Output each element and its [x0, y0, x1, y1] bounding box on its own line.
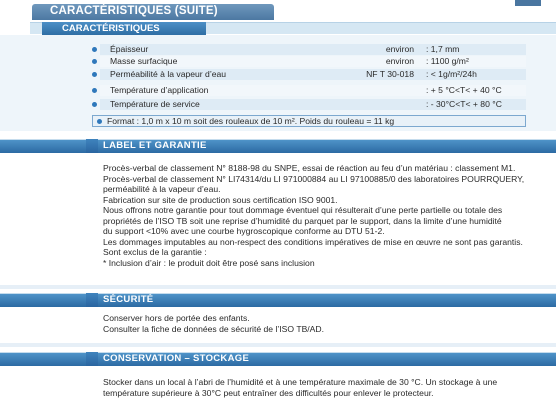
table-row — [100, 85, 526, 96]
section-header-bar — [0, 352, 556, 366]
corner-marker — [515, 0, 541, 6]
text-line: Les dommages imputables au non-respect des conditions impératives de mise en œuvre ne sont pas garantis. — [103, 236, 523, 247]
page-title-tab — [32, 4, 274, 20]
section-header-conservation — [0, 352, 556, 366]
text-line: Nous offrons notre garantie pour tout dommage éventuel qui résulterait d’une perte partielle ou totale des — [103, 205, 503, 215]
row-value: : - 30°C<T< + 80 °C — [426, 99, 502, 109]
text-line: du support <10% avec une courbe hygroscopique conforme au DTU 51-2. — [103, 226, 385, 236]
section-header-notch — [86, 139, 98, 153]
row-label: Perméabilité à la vapeur d’eau — [110, 69, 227, 79]
text-line: Sont exclus de la garantie : — [103, 247, 207, 257]
format-row — [92, 115, 526, 127]
row-condition: environ — [385, 44, 414, 54]
bullet-icon — [92, 88, 97, 93]
text-line: propriétés de l’ISO TB soit une reprise d’humidité du parquet par le support, dans la limite d’une humidité — [103, 215, 502, 226]
text-line: Conserver hors de portée des enfants. — [103, 313, 250, 323]
section-title: LABEL ET GARANTIE — [103, 140, 207, 151]
section-header-label — [0, 139, 556, 153]
section-body-label — [0, 163, 556, 275]
row-value: : < 1g/m²/24h — [426, 69, 477, 79]
section-body-conservation — [0, 377, 556, 401]
bullet-icon — [92, 59, 97, 64]
text-line: Consulter la fiche de données de sécurité de l’ISO TB/AD. — [103, 323, 325, 334]
characteristics-title: CARACTÉRISTIQUES — [62, 23, 160, 34]
section-header-securite — [0, 293, 556, 307]
bullet-icon — [97, 119, 102, 124]
bullet-icon — [92, 47, 97, 52]
row-condition: environ — [385, 56, 414, 66]
text-line: température supérieure à 30°C peut entraîner des difficultés pour enlever le protecteur. — [103, 387, 434, 398]
section-header-notch — [86, 352, 98, 366]
section-title: SÉCURITÉ — [103, 294, 154, 305]
section-body-securite — [0, 313, 556, 337]
section-header-notch — [86, 293, 98, 307]
bullet-icon — [92, 72, 97, 77]
section-header-bar — [0, 293, 556, 307]
text-line: Procès-verbal de classement N° LI74314/du LI 971000884 au LI 97100885/0 des laboratoires POURRQUERY, — [103, 173, 525, 184]
row-value: : 1,7 mm — [426, 44, 460, 54]
table-row — [100, 44, 526, 55]
characteristics-tab — [42, 22, 206, 35]
table-row — [100, 69, 526, 80]
bullet-icon — [92, 102, 97, 107]
row-condition: NF T 30-018 — [366, 69, 414, 79]
page-title: CARACTÉRISTIQUES (SUITE) — [50, 5, 218, 17]
text-line: Fabrication sur site de production sous certification ISO 9001. — [103, 194, 338, 205]
row-value: : + 5 °C<T< + 40 °C — [426, 85, 502, 95]
section-divider — [0, 343, 556, 347]
table-row — [100, 56, 526, 67]
row-label: Température de service — [110, 99, 200, 109]
row-label: Épaisseur — [110, 44, 149, 54]
text-line: * Inclusion d’air : le produit doit être posé sans inclusion — [103, 257, 315, 268]
text-line: perméabilité à la vapeur d’eau. — [103, 184, 221, 194]
section-title: CONSERVATION – STOCKAGE — [103, 353, 250, 364]
text-line: Procès-verbal de classement N° 8188-98 du SNPE, essai de réaction au feu d’un matériau : classement M1. — [103, 163, 516, 173]
table-row — [100, 99, 526, 110]
section-divider — [0, 285, 556, 289]
text-line: Stocker dans un local à l’abri de l’humidité et à une température maximale de 30 °C. Un stockage à une — [103, 377, 498, 387]
row-label: Température d’application — [110, 85, 209, 95]
row-value: : 1100 g/m² — [426, 56, 469, 66]
section-header-bar — [0, 139, 556, 153]
row-label: Masse surfacique — [110, 56, 178, 66]
format-text: Format : 1,0 m x 10 m soit des rouleaux de 10 m². Poids du rouleau = 11 kg — [107, 116, 395, 126]
